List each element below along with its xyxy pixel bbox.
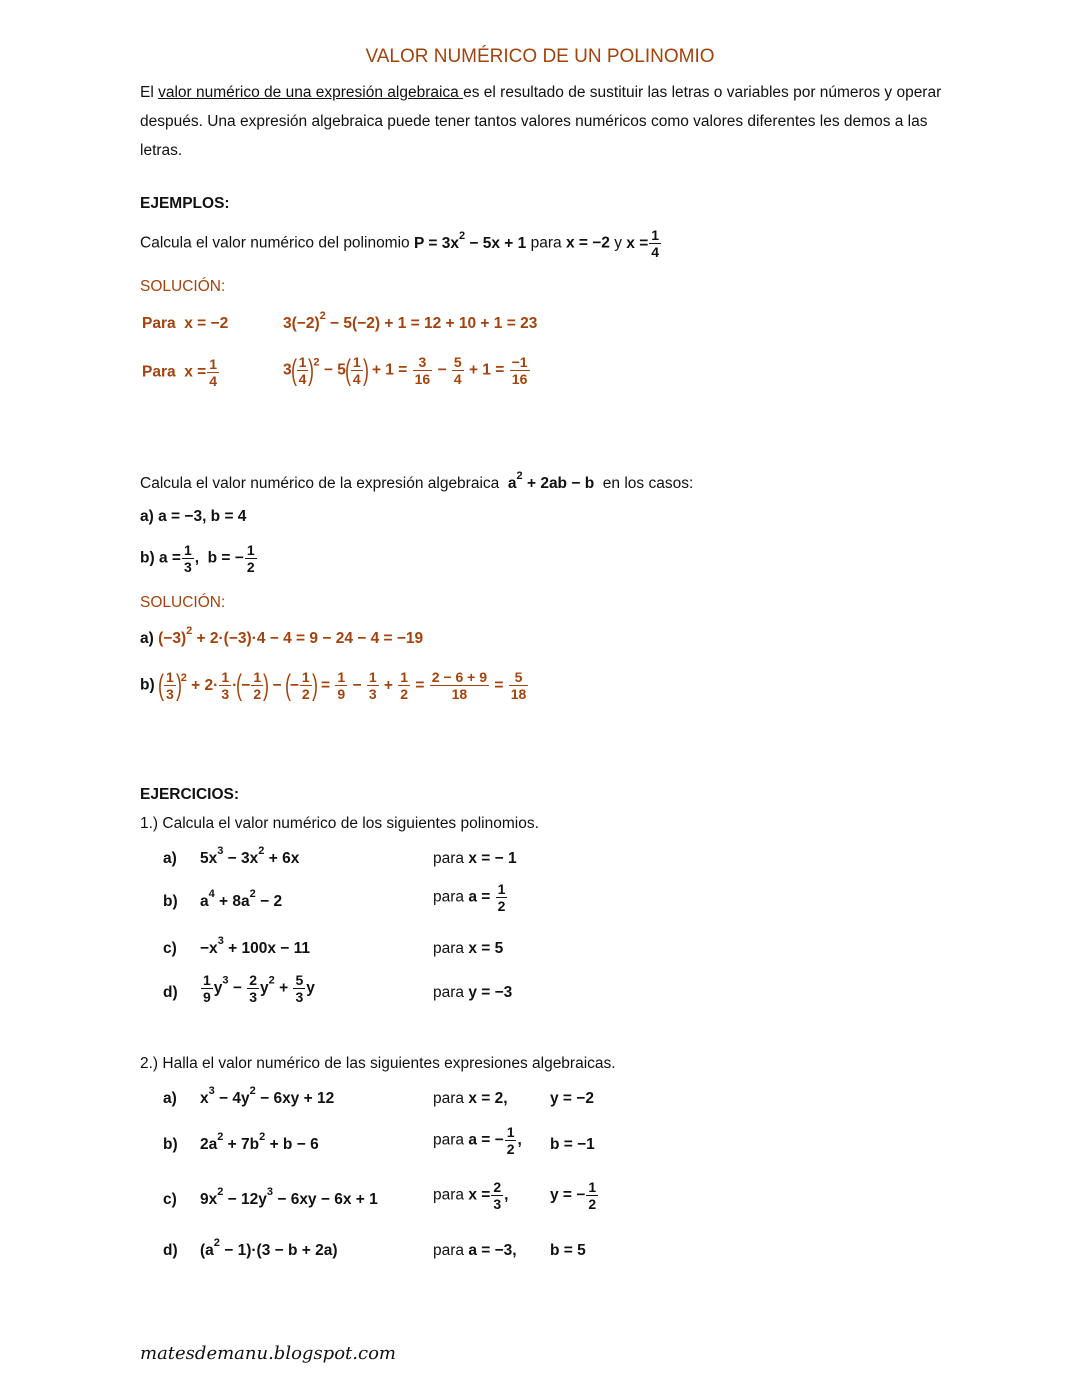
ex1-a-label: a) xyxy=(163,850,177,867)
example2-case-a: a) a = −3, b = 4 xyxy=(140,508,247,525)
ex2-b-cond1: para a = − $\frac{1}{2}$ , xyxy=(433,1124,522,1157)
exercises-heading: EJERCICIOS: xyxy=(140,786,240,803)
footer-url[interactable]: matesdemanu.blogspot.com xyxy=(140,1343,396,1364)
example1-cond2: x = $\frac{1}{4}$ xyxy=(626,227,660,260)
intro-post: es el resultado de sustituir las letras o variables por números y operar después. Una expresión algebraica puede tener tantos valores numéricos como valores diferentes les demos a las letras. xyxy=(140,84,942,159)
example2-prompt: Calcula el valor numérico de la expresión algebraica xyxy=(140,475,500,492)
ex1-b-label: b) xyxy=(163,893,178,910)
example2-expr: $a^2 + 2ab - b$ xyxy=(503,470,599,492)
ex2-d-expr: $(a^2 - 1)\cdot(3 - b + 2a)$ xyxy=(200,1237,338,1259)
example2-solution-label: SOLUCIÓN: xyxy=(140,594,226,611)
ex2-b-expr: $2a^2 + 7b^2 + b - 6$ xyxy=(200,1131,319,1153)
example1-prompt-line xyxy=(140,228,662,259)
ex2-c-expr: $9x^2 - 12y^3 - 6xy - 6x + 1$ xyxy=(200,1186,378,1208)
example1-y: y xyxy=(614,234,622,252)
ex2-b-label: b) xyxy=(163,1136,178,1153)
ex2-c-cond2: y = − $\frac{1}{2}$ xyxy=(550,1179,597,1212)
example1-case1-label: Para x = −2 xyxy=(142,315,229,332)
ex2-a-cond2: y = −2 xyxy=(550,1090,594,1107)
ex2-a-expr: $x^3 - 4y^2 - 6xy + 12$ xyxy=(200,1085,335,1107)
example2-case-b: b) a = $\frac{1}{3}$ , b = − $\frac{1}{2}$ xyxy=(140,542,255,575)
example1-case1-work: $3(-2)^2 - 5(-2) + 1 = 12 + 10 + 1 = 23$ xyxy=(283,310,538,332)
ex1-b-expr: $a^4 + 8a^2 - 2$ xyxy=(200,888,283,910)
example1-para: para xyxy=(530,234,562,252)
ex1-d-label: d) xyxy=(163,984,178,1001)
ex1-b-cond: para a = $\frac{1}{2}$ xyxy=(433,881,506,914)
ex1-title: 1.) Calcula el valor numérico de los siguientes polinomios. xyxy=(140,815,539,832)
ex2-d-cond2: b = 5 xyxy=(550,1242,586,1259)
ex1-a-cond: para x = − 1 xyxy=(433,850,517,867)
page-title: VALOR NUMÉRICO DE UN POLINOMIO xyxy=(365,46,715,67)
example1-case2-work: 3( $\frac{1}{4}$ )$^2$ − 5( $\frac{1}{4}$ ) + 1 = $\frac{3}{16}$ − $\frac{5}{4}$ + 1 = $\frac{-1}{16}$ xyxy=(283,353,528,387)
example1-cond1: x = −2 xyxy=(565,234,610,252)
example1-solution-label: SOLUCIÓN: xyxy=(140,278,226,295)
example1-poly: $P = 3x^2 - 5x + 1$ xyxy=(413,229,527,252)
ex2-d-label: d) xyxy=(163,1242,178,1259)
ex2-a-cond1: para x = 2, xyxy=(433,1090,508,1107)
ex2-b-cond2: b = −1 xyxy=(550,1136,595,1153)
example2-sol-b: b) ( $\frac{1}{3}$ )$^2$ + 2· $\frac{1}{3}$ ·(− $\frac{1}{2}$ ) − (− $\frac{1}{2}$ ) = $\frac{1}{9}$ − $\frac{1}{3}$ + $\frac{1}{2}$ = $\frac{2 - 6 + 9}{18}$ = $\frac{5}{18}$ xyxy=(140,668,527,702)
ex1-c-label: c) xyxy=(163,940,177,957)
ex2-a-label: a) xyxy=(163,1090,177,1107)
ex1-d-cond: para y = −3 xyxy=(433,984,513,1001)
example2-sol-a: a) $(-3)^2 + 2\cdot(-3)\cdot 4 - 4 = 9 - 24 - 4 = -19$ xyxy=(140,625,424,647)
ex2-d-cond1: para a = −3, xyxy=(433,1242,517,1259)
ex2-c-cond1: para x = $\frac{2}{3}$ , xyxy=(433,1179,509,1212)
ex1-a-expr: $5x^3 - 3x^2 + 6x$ xyxy=(200,845,300,867)
ex1-d-expr: $\frac{1}{9}$ $y^3$ − $\frac{2}{3}$ $y^2$ + $\frac{5}{3}$ y xyxy=(203,972,315,1005)
examples-heading: EJEMPLOS: xyxy=(140,195,230,212)
example1-prompt: Calcula el valor numérico del polinomio xyxy=(140,234,410,252)
ex1-c-expr: $-x^3 + 100x - 11$ xyxy=(200,935,311,957)
ex2-c-label: c) xyxy=(163,1191,177,1208)
ex1-c-cond: para x = 5 xyxy=(433,940,504,957)
example2-prompt-line xyxy=(140,470,694,493)
intro-link[interactable]: valor numérico de una expresión algebraica xyxy=(158,84,464,101)
intro-paragraph xyxy=(140,78,950,165)
intro-pre: El xyxy=(140,84,159,101)
example2-suffix: en los casos: xyxy=(602,475,694,492)
ex2-title: 2.) Halla el valor numérico de las siguientes expresiones algebraicas. xyxy=(140,1055,616,1072)
example1-case2-label: Para x = $\frac{1}{4}$ xyxy=(142,356,218,389)
